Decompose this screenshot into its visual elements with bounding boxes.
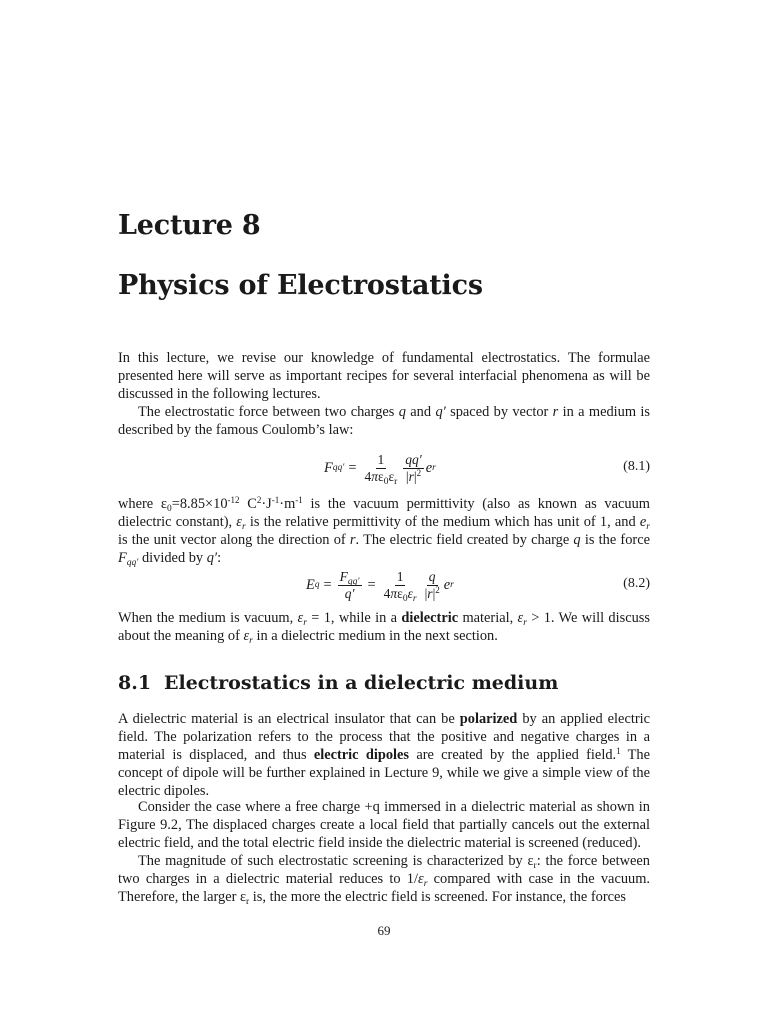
- after-equation-2-paragraph: When the medium is vacuum, $\varepsilon_r = 1$, while in a dielectric material, $\varepsilon_r > 1$. We will discuss about the meaning of $\varepsilon_r$ in a dielectric medium in the next section.: [118, 610, 651, 646]
- equation-number: (8.1): [623, 459, 650, 474]
- section-paragraph-2: Consider the case where a free charge +q immersed in a dielectric material as shown in Figure 9.2, The displaced charges create a local field that partially cancels out the external electric field, and the total electric field inside the dielectric material is screened (reduced).: [118, 799, 650, 851]
- footnote-marker[interactable]: 1: [616, 746, 621, 756]
- equation-8-2: [118, 565, 650, 605]
- chapter-title: Physics of Electrostatics: [118, 270, 483, 301]
- after-equation-1-paragraph: where $\varepsilon_0=8.85\times 10^{-12}$ $C^2\cdot J^{-1}\cdot m^{-1}$ is the vacuum permittivity (also as known as vacuum dielectric constant), $\varepsilon_r$ is the relative permittivity of the medium which has unit of 1, and $e_r$ is the unit vector along the direction of r. The electric field created by charge q is the force $F_{qq'}$ divided by q′:: [118, 495, 650, 568]
- equation-number: (8.2): [623, 576, 650, 591]
- section-title: Electrostatics in a dielectric medium: [164, 672, 559, 694]
- intro-paragraph-2: The electrostatic force between two charges q and q′ spaced by vector r in a medium is described by the famous Coulomb’s law:: [118, 404, 651, 438]
- section-paragraph-3: The magnitude of such electrostatic screening is characterized by $\varepsilon_r$: the force between two charges in a dielectric material reduces to $1/\varepsilon_r$ compared with case in the vacuum. Therefore, the larger $\varepsilon_r$ is, the more the electric field is screened. For instance, the forces: [118, 853, 651, 907]
- electric-field-formula: E q = $\frac{F_{qq'}}{q'}$ = $\frac{1}{4\pi\varepsilon_0\varepsilon_r}$ $\frac{q}{|r|^2}$ e r: [306, 568, 454, 604]
- page: [118, 0, 650, 1024]
- intro-paragraph-1: In this lecture, we revise our knowledge of fundamental electrostatics. The formulae presented here will serve as important recipes for several interfacial phenomena as will be discussed in the following lectures.: [118, 350, 650, 402]
- equation-8-1: [118, 448, 650, 488]
- page-number: 69: [377, 923, 391, 938]
- coulomb-law-formula: F qq′ = $\frac{1}{4\pi\varepsilon_0\varepsilon_r}$ $\frac{qq'}{|r|^2}$ e r: [324, 451, 436, 487]
- section-number: 8.1: [118, 672, 152, 694]
- chapter-label: Lecture 8: [118, 210, 261, 241]
- section-heading: [118, 672, 558, 694]
- section-paragraph-1: A dielectric material is an electrical insulator that can be polarized by an applied electric field. The polarization refers to the process that the positive and negative charges in a material is displaced, and thus electric dipoles are created by the applied field.$^1$ The concept of dipole will be further explained in Lecture 9, while we give a simple view of the electric dipoles.: [118, 711, 651, 799]
